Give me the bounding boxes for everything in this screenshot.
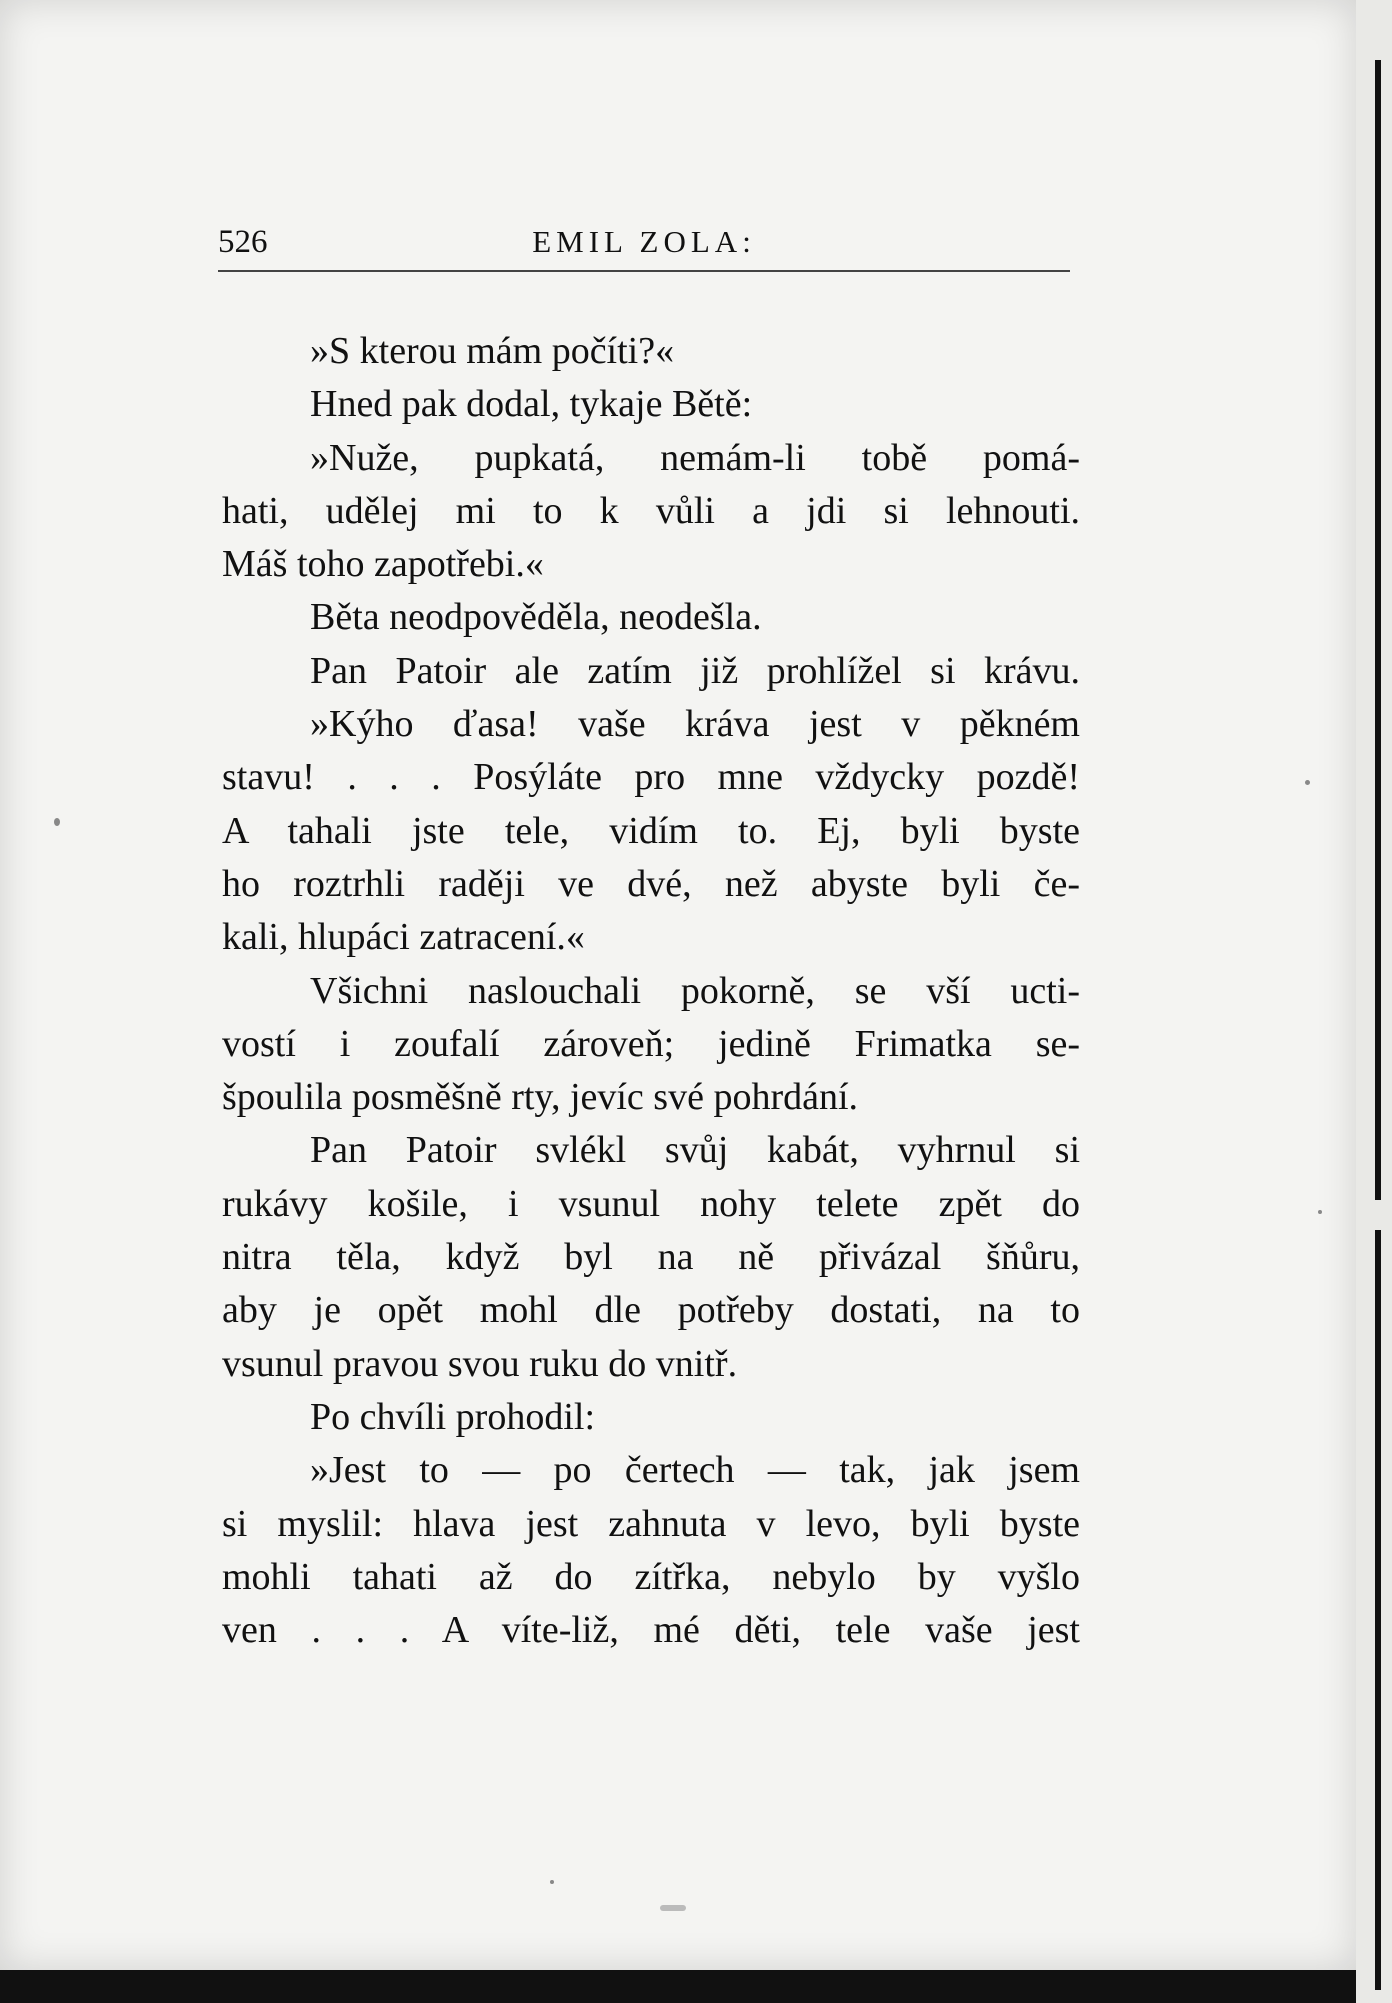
text-line: Po chvíli prohodil:	[310, 1395, 595, 1438]
text-line: si myslil: hlava jest zahnuta v levo, byli byste	[222, 1502, 1080, 1545]
text-line: hati, udělej mi to k vůli a jdi si lehnouti.	[222, 489, 1080, 532]
scan-border	[0, 1970, 1356, 2003]
page-edge	[1356, 0, 1392, 2003]
text-line: Pan Patoir svlékl svůj kabát, vyhrnul si	[310, 1129, 1080, 1172]
text-line: A tahali jste tele, vidím to. Ej, byli byste	[222, 809, 1080, 852]
page-header	[218, 218, 1070, 270]
text-line: »Kýho ďasa! vaše kráva jest v pěkném	[310, 703, 1080, 746]
text-line: Všichni naslouchali pokorně, se vší ucti-	[310, 969, 1080, 1012]
scan-speck	[1318, 1210, 1322, 1214]
scan-speck	[660, 1905, 686, 1911]
scan-speck	[54, 818, 60, 826]
text-line: ven . . . A víte-liž, mé děti, tele vaše jest	[222, 1609, 1080, 1652]
body-text	[222, 325, 1080, 1657]
scan-speck	[550, 1880, 554, 1884]
text-line: aby je opět mohl dle potřeby dostati, na to	[222, 1289, 1080, 1332]
text-line: Máš toho zapotřebi.«	[222, 543, 544, 586]
text-line: »Jest to — po čertech — tak, jak jsem	[310, 1449, 1080, 1492]
text-line: nitra těla, když byl na ně přivázal šňůru,	[222, 1236, 1080, 1279]
text-line: »S kterou mám počíti?«	[310, 330, 675, 372]
header-rule	[218, 270, 1070, 272]
text-line: kali, hlupáci zatracení.«	[222, 916, 585, 959]
text-line: Hned pak dodal, tykaje Bětě:	[310, 383, 753, 426]
text-line: stavu! . . . Posýláte pro mne vždycky pozdě!	[222, 756, 1080, 799]
text-line: vsunul pravou svou ruku do vnitř.	[222, 1342, 738, 1385]
text-line: Pan Patoir ale zatím již prohlížel si krávu.	[310, 649, 1080, 692]
scan-speck	[1305, 780, 1310, 785]
text-line: »Nuže, pupkatá, nemám-li tobě pomá-	[310, 436, 1080, 479]
text-line: špoulila posměšně rty, jevíc své pohrdání.	[222, 1076, 859, 1119]
edge-rule	[1375, 1230, 1381, 1990]
text-line: ho roztrhli raději ve dvé, než abyste byli če-	[222, 862, 1080, 905]
edge-rule	[1375, 60, 1381, 1200]
text-line: vostí i zoufalí zároveň; jedině Frimatka se-	[222, 1022, 1080, 1065]
text-line: mohli tahati až do zítřka, nebylo by vyšlo	[222, 1555, 1080, 1598]
text-line: Běta neodpověděla, neodešla.	[310, 596, 762, 639]
running-title: EMIL ZOLA:	[532, 224, 756, 259]
page-number: 526	[218, 224, 268, 260]
text-line: rukávy košile, i vsunul nohy telete zpět do	[222, 1182, 1080, 1225]
